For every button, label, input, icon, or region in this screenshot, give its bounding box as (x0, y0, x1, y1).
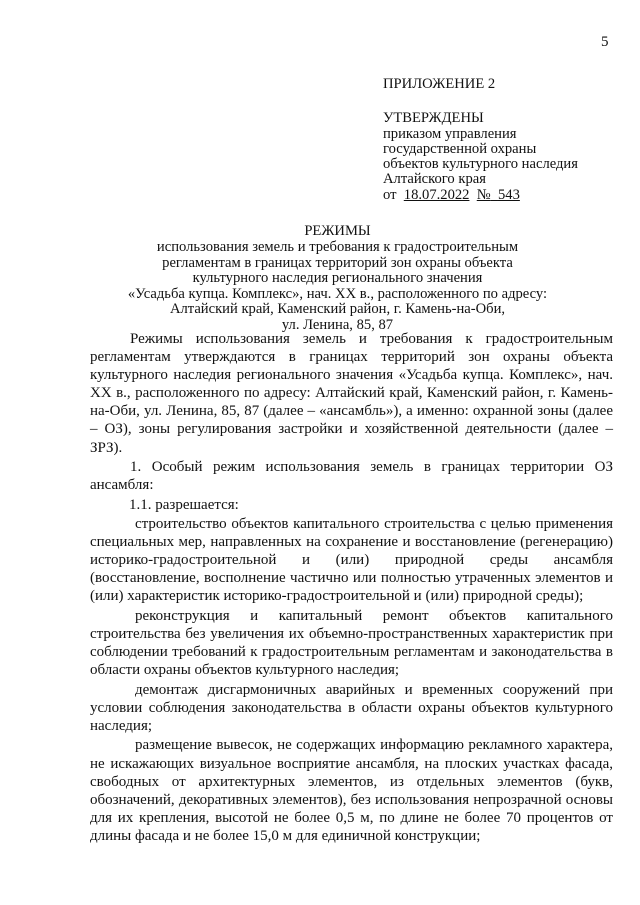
body-paragraph: 1. Особый режим использования земель в границах территории ОЗ ансамбля: (90, 459, 613, 494)
document-title: РЕЖИМЫ (304, 223, 371, 239)
order-line: приказом управления (383, 126, 517, 142)
title-line: культурного наследия регионального значения (192, 270, 483, 287)
order-date: 18.07.2022 (403, 187, 470, 203)
page-number: 5 (601, 34, 609, 50)
body-paragraph: реконструкция и капитальный ремонт объектов капитального строительства без увеличения их объемно-пространственных характеристик при соблюдении требований к градостроительным регламентам и законодательства в области охраны объектов культурного наследия; (90, 607, 613, 679)
body-paragraph: 1.1. разрешается: (129, 496, 239, 513)
body-paragraph: строительство объектов капитального строительства с целью применения специальных мер, направленных на сохранение и восстановление (регенерацию) историко-градостроительной и (или) природной среды ансамбля (восстановление, восполнение частично или полностью утраченных элементов и (или) характеристик историко-градостроительной и (или) природной среды); (90, 516, 613, 605)
approved-label: УТВЕРЖДЕНЫ (383, 110, 484, 126)
title-block (100, 222, 575, 334)
approval-block (383, 76, 623, 204)
appendix-label: ПРИЛОЖЕНИЕ 2 (383, 76, 496, 92)
order-line: государственной охраны (383, 141, 537, 157)
body-paragraph: размещение вывесок, не содержащих информацию рекламного характера, не искажающих визуальное восприятие ансамбля, на плоских участках фасада, свободных от архитектурных элементов, из отдельных элементов (букв, обозначений, декоративных элементов), без использования непрозрачной основы для их крепления, высотой не более 0,5 м, по длине не более 70 процентов от длины фасада и не более 15,0 м для единичной конструкции; (90, 737, 613, 844)
title-line: ул. Ленина, 85, 87 (281, 316, 394, 333)
order-number: 543 (497, 187, 520, 203)
title-line: использования земель и требования к градостроительным (156, 239, 519, 255)
order-date-line (383, 187, 623, 204)
date-prefix: от (383, 187, 397, 203)
document-body (90, 330, 613, 846)
number-sign: № (476, 187, 491, 203)
order-line: Алтайского края (383, 171, 486, 187)
title-line: «Усадьба купца. Комплекс», нач. XX в., расположенного по адресу: (127, 285, 548, 302)
title-line: регламентам в границах территорий зон охраны объекта (162, 254, 513, 271)
body-paragraph: Режимы использования земель и требования к градостроительным регламентам утверждаются в границах территорий зон охраны объекта культурного наследия регионального значения «Усадьба купца. Комплекс», нач. XX в., расположенного по адресу: Алтайский край, Каменский район, г. Камень-на-Оби, ул. Ленина, 85, 87 (далее – «ансамбль»), а именно: охранной зоны (далее – ОЗ), зоны регулирования застройки и хозяйственной деятельности (далее – ЗРЗ). (90, 331, 613, 456)
body-paragraph: демонтаж дисгармоничных аварийных и временных сооружений при условии соблюдения законодательства в области охраны объектов культурного наследия; (90, 681, 613, 734)
title-line: Алтайский край, Каменский район, г. Камень-на-Оби, (169, 301, 506, 318)
order-line: объектов культурного наследия (383, 156, 578, 172)
